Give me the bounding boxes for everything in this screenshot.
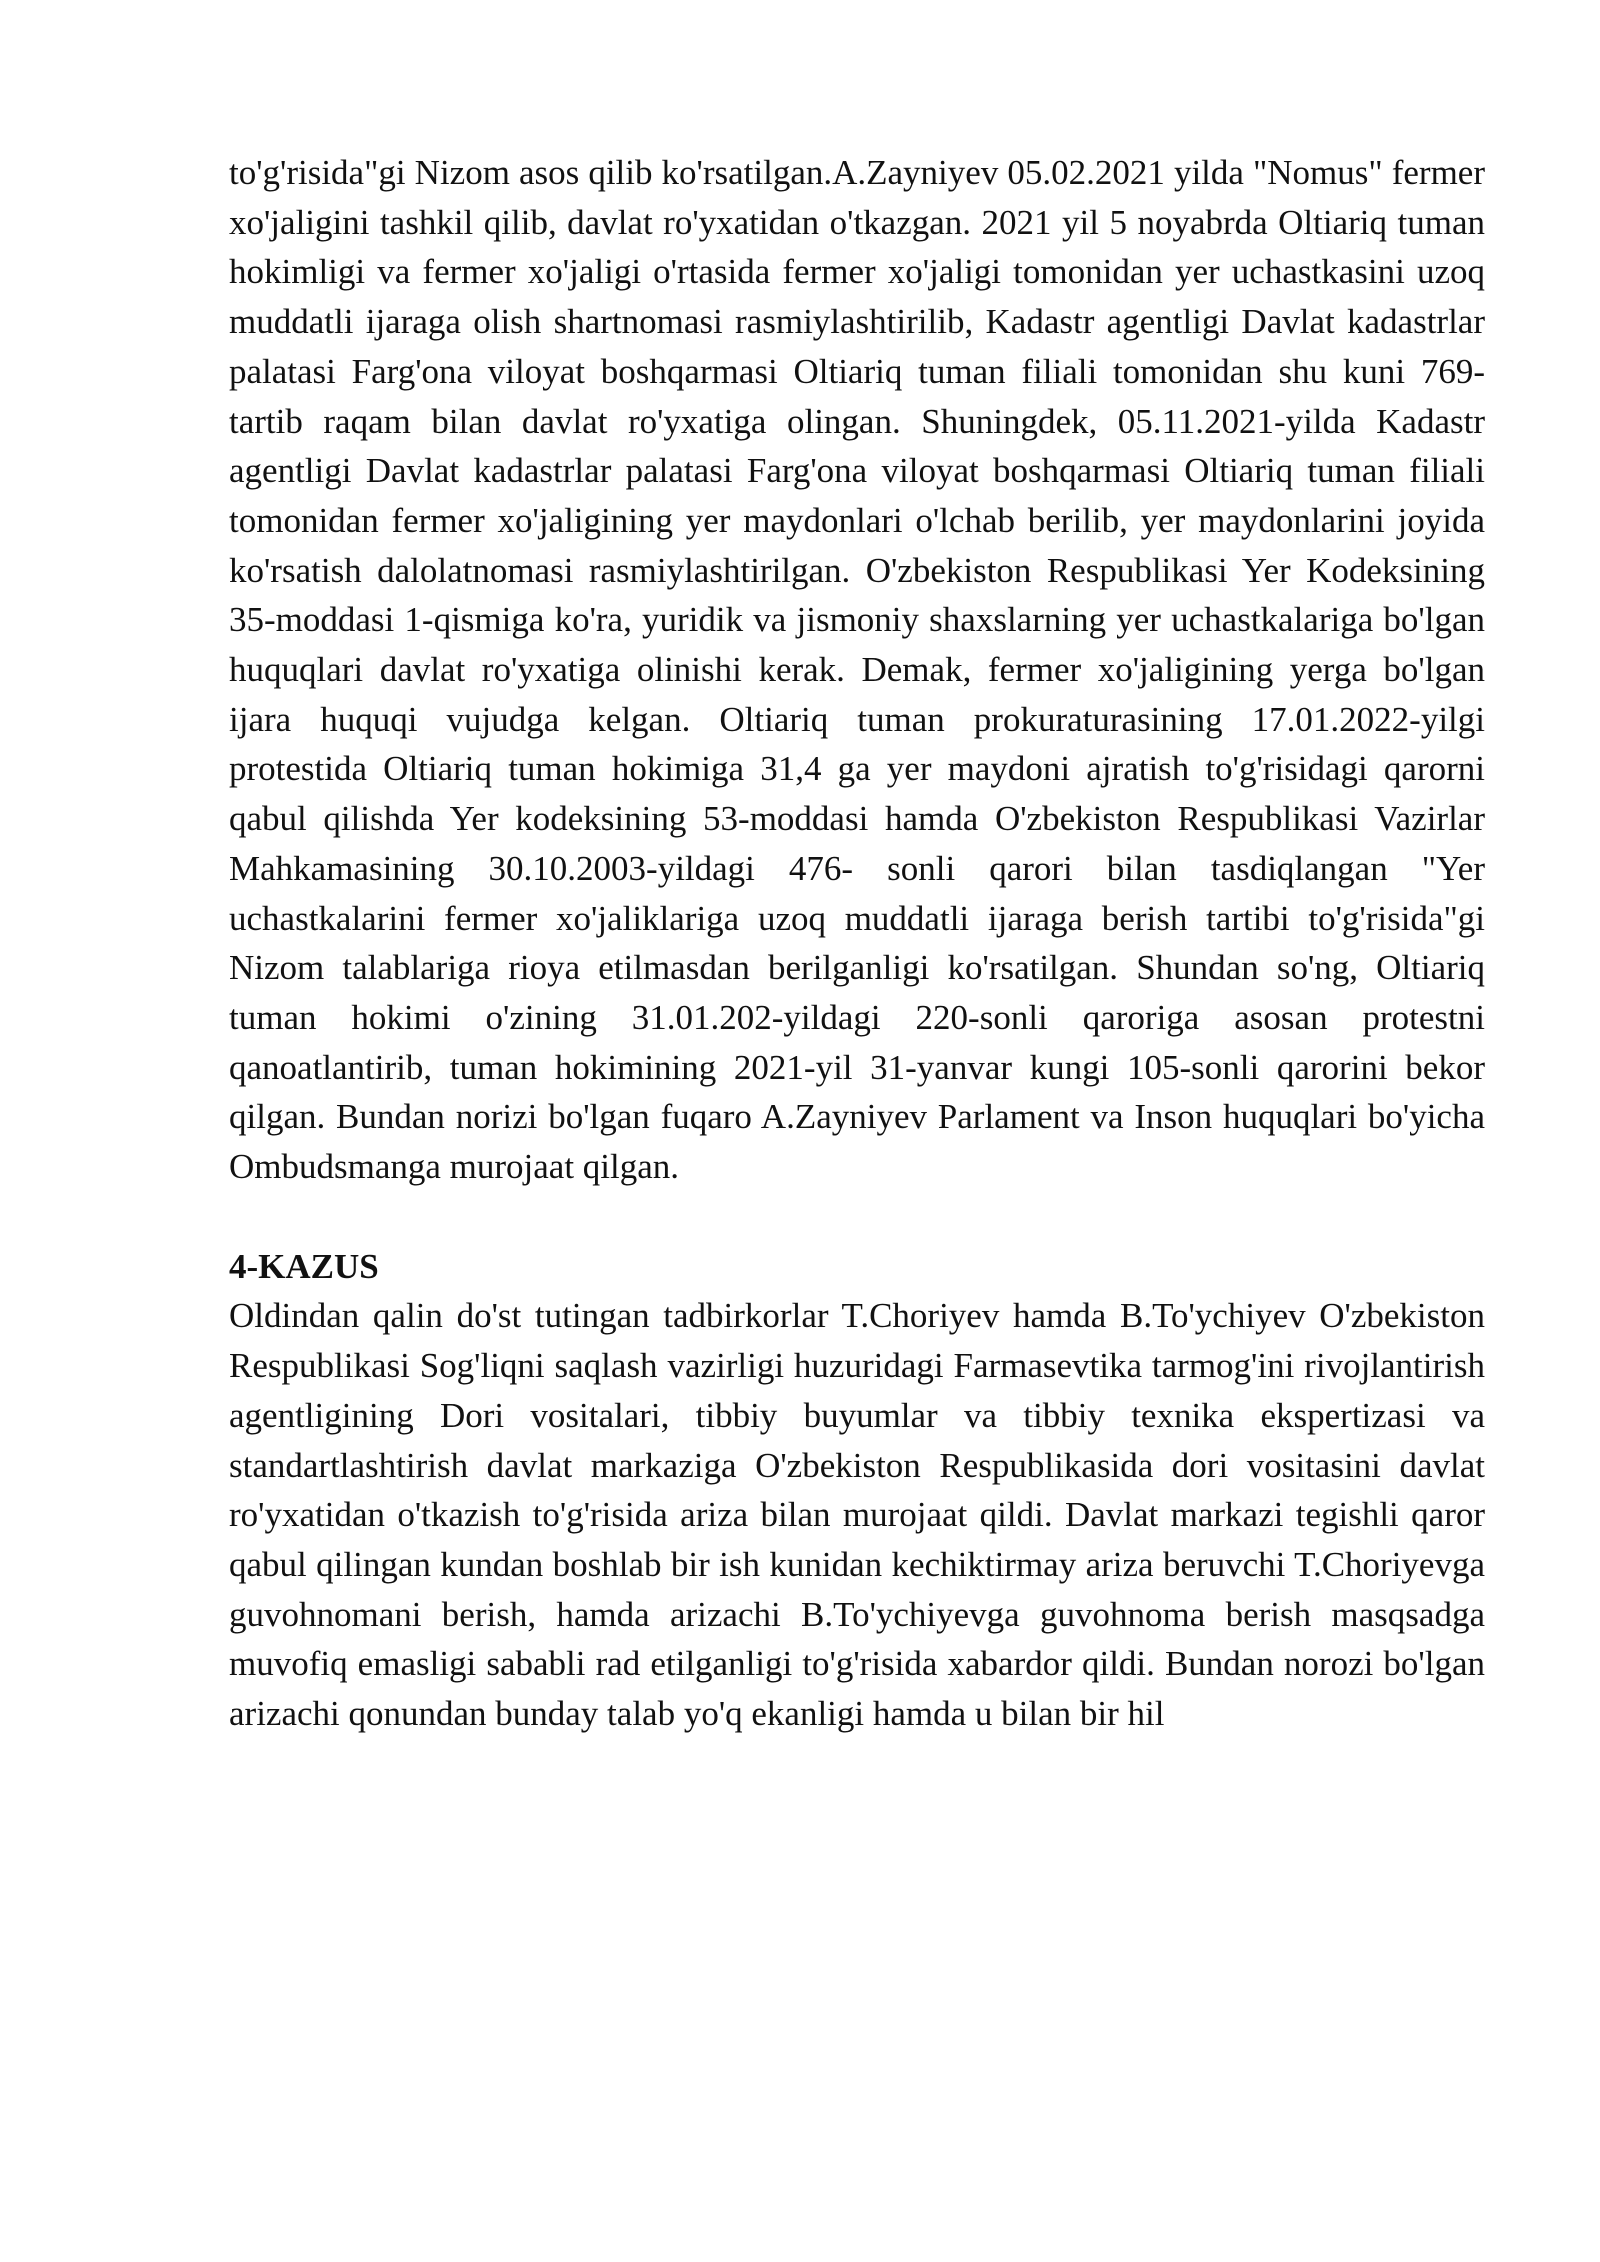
section-heading: 4-KAZUS — [229, 1246, 379, 1286]
document-page — [229, 148, 1485, 1739]
paragraph-case-4: Oldindan qalin do'st tutingan tadbirkorlar T.Choriyev hamda B.To'ychiyev O'zbekiston Respublikasi Sog'liqni saqlash vazirligi huzuridagi Farmasevtika tarmog'ini rivojlantirish agentligining Dori vositalari, tibbiy buyumlar va tibbiy texnika ekspertizasi va standartlashtirish davlat markaziga O'zbekiston Respublikasida dori vositasini davlat ro'yxatidan o'tkazish to'g'risida ariza bilan murojaat qildi. Davlat markazi tegishli qaror qabul qilingan kundan boshlab bir ish kunidan kechiktirmay ariza beruvchi T.Choriyevga guvohnomani berish, hamda arizachi B.To'ychiyevga guvohnoma berish masqsadga muvofiq emasligi sababli rad etilganligi to'g'risida xabardor qildi. Bundan norozi bo'lgan arizachi qonundan bunday talab yo'q ekanligi hamda u bilan bir hil — [229, 1296, 1485, 1734]
paragraph-spacer — [229, 1192, 1485, 1242]
paragraph-case-3-continuation: to'g'risida"gi Nizom asos qilib ko'rsatilgan.A.Zayniyev 05.02.2021 yilda "Nomus" fermer xo'jaligini tashkil qilib, davlat ro'yxatidan o'tkazgan. 2021 yil 5 noyabrda Oltiariq tuman hokimligi va fermer xo'jaligi o'rtasida fermer xo'jaligi tomonidan yer uchastkasini uzoq muddatli ijaraga olish shartnomasi rasmiylashtirilib, Kadastr agentligi Davlat kadastrlar palatasi Farg'ona viloyat boshqarmasi Oltiariq tuman filiali tomonidan shu kuni 769- tartib raqam bilan davlat ro'yxatiga olingan. Shuningdek, 05.11.2021-yilda Kadastr agentligi Davlat kadastrlar palatasi Farg'ona viloyat boshqarmasi Oltiariq tuman filiali tomonidan fermer xo'jaligining yer maydonlari o'lchab berilib, yer maydonlarini joyida ko'rsatish dalolatnomasi rasmiylashtirilgan. O'zbekiston Respublikasi Yer Kodeksining 35-moddasi 1-qismiga ko'ra, yuridik va jismoniy shaxslarning yer uchastkalariga bo'lgan huquqlari davlat ro'yxatiga olinishi kerak. Demak, fermer xo'jaligining yerga bo'lgan ijara huquqi vujudga kelgan. Oltiariq tuman prokuraturasining 17.01.2022-yilgi protestida Oltiariq tuman hokimiga 31,4 ga yer maydoni ajratish to'g'risidagi qarorni qabul qilishda Yer kodeksining 53-moddasi hamda O'zbekiston Respublikasi Vazirlar Mahkamasining 30.10.2003-yildagi 476- sonli qarori bilan tasdiqlangan "Yer uchastkalarini fermer xo'jaliklariga uzoq muddatli ijaraga berish tartibi to'g'risida"gi Nizom talablariga rioya etilmasdan berilganligi ko'rsatilgan. Shundan so'ng, Oltiariq tuman hokimi o'zining 31.01.202-yildagi 220-sonli qaroriga asosan protestni qanoatlantirib, tuman hokimining 2021-yil 31-yanvar kungi 105-sonli qarorini bekor qilgan. Bundan norizi bo'lgan fuqaro A.Zayniyev Parlament va Inson huquqlari bo'yicha Ombudsmanga murojaat qilgan. — [229, 153, 1485, 1187]
